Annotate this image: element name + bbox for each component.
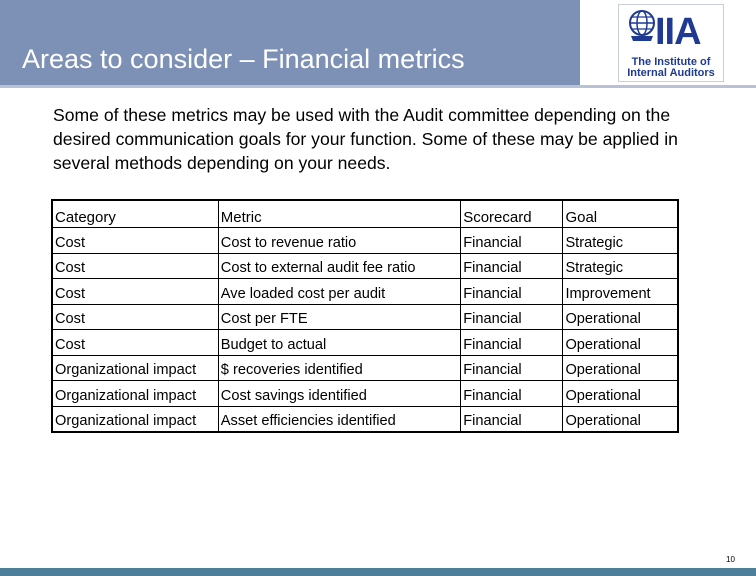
- cell-scorecard: Financial: [461, 355, 563, 381]
- cell-metric: Ave loaded cost per audit: [218, 279, 460, 305]
- cell-scorecard: Financial: [461, 406, 563, 432]
- globe-icon: [627, 8, 657, 44]
- table-row: [52, 406, 678, 432]
- cell-metric: Cost to external audit fee ratio: [218, 253, 460, 279]
- header-scorecard: Scorecard: [461, 200, 563, 228]
- intro-paragraph: Some of these metrics may be used with the Audit committee depending on the desired communication goals for your function. Some of these may be applied in several methods depending on your needs.: [53, 105, 678, 173]
- iia-logo: [618, 4, 724, 82]
- cell-scorecard: Financial: [461, 253, 563, 279]
- footer-bar: [0, 568, 756, 576]
- cell-goal: Strategic: [563, 228, 678, 254]
- title-bar: [0, 0, 580, 85]
- cell-category: Cost: [52, 279, 218, 305]
- table-row: [52, 279, 678, 305]
- cell-scorecard: Financial: [461, 228, 563, 254]
- cell-goal: Operational: [563, 304, 678, 330]
- cell-scorecard: Financial: [461, 279, 563, 305]
- page-number: 10: [726, 555, 735, 564]
- table-header-row: [52, 200, 678, 228]
- table-row: [52, 228, 678, 254]
- table-row: [52, 355, 678, 381]
- cell-metric: $ recoveries identified: [218, 355, 460, 381]
- slide-title: Areas to consider – Financial metrics: [22, 44, 465, 74]
- cell-metric: Budget to actual: [218, 330, 460, 356]
- cell-metric: Cost to revenue ratio: [218, 228, 460, 254]
- table-row: [52, 330, 678, 356]
- cell-goal: Operational: [563, 330, 678, 356]
- cell-scorecard: Financial: [461, 304, 563, 330]
- cell-scorecard: Financial: [461, 381, 563, 407]
- cell-goal: Improvement: [563, 279, 678, 305]
- cell-metric: Asset efficiencies identified: [218, 406, 460, 432]
- cell-category: Cost: [52, 228, 218, 254]
- cell-goal: Operational: [563, 355, 678, 381]
- table-row: [52, 304, 678, 330]
- cell-goal: Strategic: [563, 253, 678, 279]
- header-goal: Goal: [563, 200, 678, 228]
- header-divider: [0, 85, 756, 88]
- cell-category: Cost: [52, 304, 218, 330]
- cell-category: Organizational impact: [52, 406, 218, 432]
- table-row: [52, 381, 678, 407]
- cell-goal: Operational: [563, 406, 678, 432]
- header-metric: Metric: [218, 200, 460, 228]
- table-row: [52, 253, 678, 279]
- cell-category: Organizational impact: [52, 355, 218, 381]
- logo-text-line-2: Internal Auditors: [627, 67, 715, 79]
- logo-area: [587, 0, 756, 85]
- cell-metric: Cost per FTE: [218, 304, 460, 330]
- cell-scorecard: Financial: [461, 330, 563, 356]
- cell-category: Organizational impact: [52, 381, 218, 407]
- logo-mark: IIA: [655, 11, 701, 53]
- slide-header: [0, 0, 756, 85]
- logo-text-line-1: The Institute of: [631, 56, 711, 68]
- cell-goal: Operational: [563, 381, 678, 407]
- cell-category: Cost: [52, 330, 218, 356]
- cell-category: Cost: [52, 253, 218, 279]
- financial-metrics-table: [51, 199, 679, 433]
- header-category: Category: [52, 200, 218, 228]
- cell-metric: Cost savings identified: [218, 381, 460, 407]
